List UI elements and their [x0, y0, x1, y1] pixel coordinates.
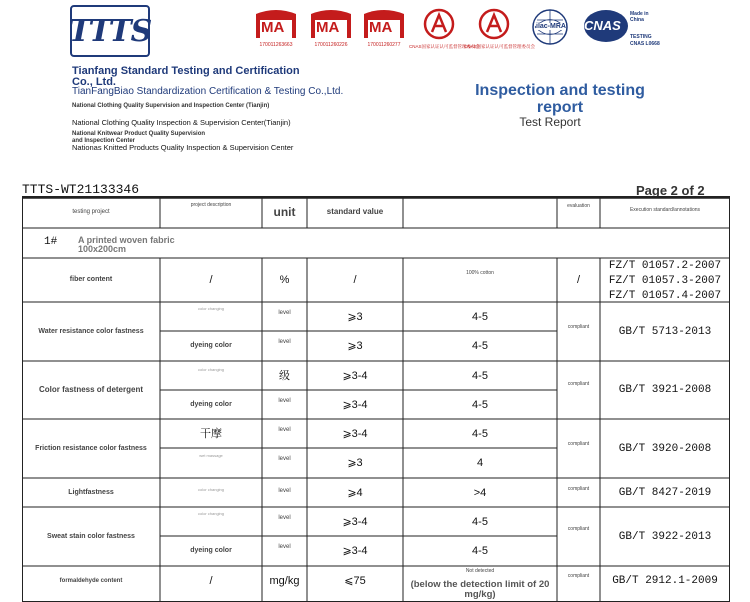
- water-unit-2: level: [278, 339, 291, 345]
- detergent-std-1: ⩾3-4: [342, 369, 368, 382]
- cnas-logo: CNAS Made in China TESTING CNAS L0668: [584, 11, 660, 47]
- friction-standard: GB/T 3920-2008: [618, 442, 712, 455]
- light-evaluation: compliant: [567, 486, 590, 492]
- sweat-desc-1: color changing: [197, 511, 225, 516]
- detergent-result-1: 4-5: [472, 369, 488, 382]
- friction-desc-2: wet massage: [199, 453, 223, 458]
- light-unit: level: [278, 488, 291, 494]
- formaldehyde-result: (below the detection limit of 20 mg/kg): [410, 579, 550, 600]
- sample-name: A printed woven fabric 100x200cm: [78, 235, 175, 254]
- ma-mark-2: MA 170011260226: [309, 10, 353, 40]
- water-project: Water resistance color fastness: [38, 327, 144, 335]
- friction-result-1: 4-5: [472, 427, 488, 440]
- fiber-standard-3: FZ/T 01057.4-2007: [608, 289, 722, 302]
- company-name-en: Tianfang Standard Testing and Certification Co., Ltd.: [72, 65, 300, 88]
- header-project-description: project description: [190, 202, 232, 208]
- header-standard-value: standard value: [326, 207, 384, 216]
- ilac-mra-logo: ilac-MRA: [531, 8, 569, 46]
- detergent-desc-1: color changing: [197, 367, 225, 372]
- sweat-desc-2: dyeing color: [190, 547, 232, 554]
- water-result-2: 4-5: [472, 340, 488, 352]
- center2-small: National Knitwear Product Quality Supervision and Inspection Center: [72, 131, 206, 144]
- center1-name: National Clothing Quality Inspection & Supervision Center(Tianjin): [72, 118, 291, 127]
- sweat-std-1: ⩾3-4: [342, 515, 368, 528]
- detergent-std-2: ⩾3-4: [342, 398, 368, 411]
- detergent-desc-2: dyeing color: [190, 400, 232, 408]
- center2-name: Nationas Knitted Products Quality Inspection & Supervision Center: [72, 143, 294, 152]
- water-std-1: ⩾3: [347, 310, 363, 323]
- sweat-std-2: ⩾3-4: [342, 545, 368, 557]
- formaldehyde-project: formaldehyde content: [59, 578, 123, 584]
- fiber-standard-value: /: [353, 274, 357, 286]
- ma-mark-3: MA 170011260277: [362, 10, 406, 40]
- sweat-project: Sweat stain color fastness: [47, 532, 135, 540]
- formaldehyde-unit: mg/kg: [269, 575, 300, 587]
- light-std: ⩾4: [347, 486, 363, 499]
- sample-number: 1#: [44, 236, 58, 248]
- friction-std-1: ⩾3-4: [342, 427, 368, 440]
- ma-mark-1: MA 170011263663: [254, 10, 298, 40]
- sweat-unit-2: level: [278, 544, 291, 550]
- sweat-result-2: 4-5: [472, 545, 488, 557]
- cma-seal-2: CNAS国家认证认可监督管理委员会: [478, 8, 510, 40]
- light-project: Lightfastness: [68, 488, 114, 496]
- formaldehyde-result-small: Not detected: [465, 568, 495, 574]
- water-std-2: ⩾3: [347, 340, 363, 352]
- formaldehyde-standard: GB/T 2912.1-2009: [612, 575, 718, 587]
- fiber-standard-2: FZ/T 01057.3-2007: [608, 274, 722, 287]
- water-desc-1: color changing: [197, 306, 225, 311]
- fiber-evaluation: /: [576, 274, 581, 286]
- sweat-standard: GB/T 3922-2013: [618, 530, 712, 543]
- light-result: >4: [473, 486, 487, 499]
- fiber-result: 100% cotton: [466, 270, 494, 276]
- friction-result-2: 4: [476, 457, 484, 469]
- friction-project: Friction resistance color fastness: [35, 444, 147, 452]
- light-desc: color changing: [197, 487, 225, 492]
- header-testing-project: testing project: [72, 209, 110, 215]
- header-unit: unit: [273, 205, 296, 219]
- water-desc-2: dyeing color: [190, 342, 232, 349]
- friction-unit-2: level: [278, 456, 291, 462]
- ttts-logo: TTTS: [70, 5, 150, 57]
- friction-evaluation: compliant: [567, 441, 590, 447]
- sweat-unit-1: level: [278, 515, 291, 521]
- formaldehyde-std: ⩽75: [344, 575, 366, 587]
- detergent-unit-2: level: [278, 398, 291, 404]
- center1-small: National Clothing Quality Supervision and Inspection Center (Tianjin): [72, 103, 270, 109]
- sweat-result-1: 4-5: [472, 515, 488, 528]
- friction-unit-1: level: [278, 427, 291, 433]
- report-subtitle: Test Report: [519, 115, 581, 129]
- fiber-standard-1: FZ/T 01057.2-2007: [608, 259, 722, 272]
- detergent-standard: GB/T 3921-2008: [618, 384, 712, 396]
- detergent-evaluation: compliant: [567, 381, 590, 387]
- company-name-pinyin: TianFangBiao Standardization Certification & Testing Co.,Ltd.: [72, 86, 344, 97]
- header-evaluation: evaluation: [567, 203, 590, 209]
- light-standard: GB/T 8427-2019: [618, 486, 712, 499]
- formaldehyde-desc: /: [209, 575, 213, 587]
- friction-desc-1: 干摩: [200, 427, 222, 440]
- sweat-evaluation: compliant: [567, 526, 590, 532]
- cma-seal-1: CNAS国家认证认可监督管理委员会: [423, 8, 455, 40]
- fiber-unit: %: [279, 274, 290, 286]
- water-evaluation: compliant: [567, 324, 590, 330]
- water-result-1: 4-5: [472, 310, 488, 323]
- header-standard: Execution standard/annotations: [629, 207, 701, 213]
- water-standard: GB/T 5713-2013: [618, 325, 712, 338]
- fiber-project: fiber content: [69, 276, 113, 283]
- detergent-project: Color fastness of detergent: [38, 385, 143, 394]
- detergent-unit-1: 级: [279, 369, 290, 382]
- formaldehyde-evaluation: compliant: [567, 573, 590, 579]
- water-unit-1: level: [278, 310, 291, 316]
- header-result: [403, 196, 557, 216]
- detergent-result-2: 4-5: [472, 398, 488, 411]
- friction-std-2: ⩾3: [347, 457, 363, 469]
- report-title: Inspection and testing report: [475, 82, 645, 116]
- page-number: Page 2 of 2: [636, 183, 705, 198]
- fiber-desc: /: [209, 274, 213, 286]
- report-number: TTTS-WT21133346: [22, 182, 140, 197]
